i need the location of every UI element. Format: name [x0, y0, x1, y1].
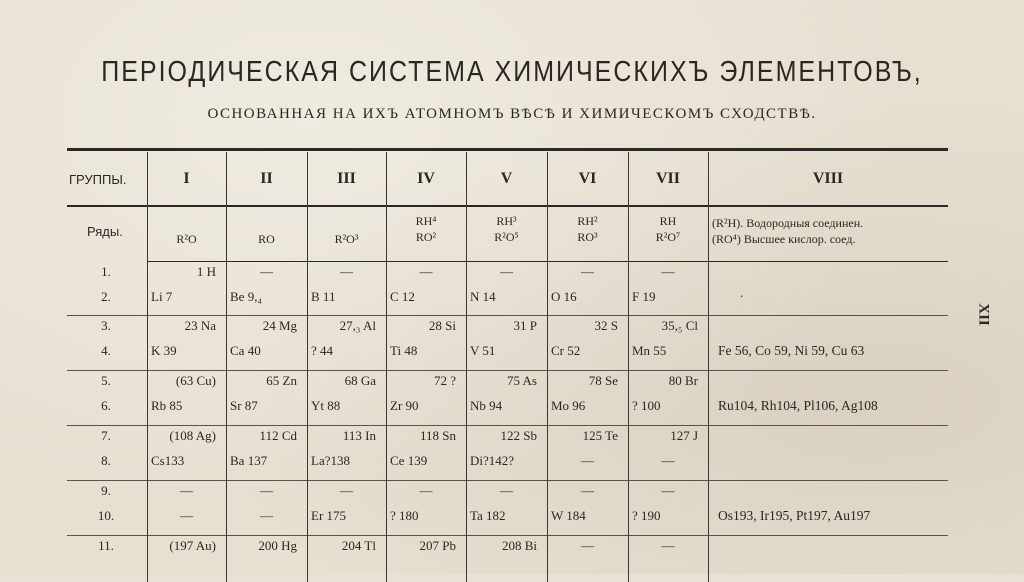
element-cell: Cs133 [151, 453, 185, 468]
element-cell: 1 H [196, 264, 216, 279]
element-cell: 118 Sn [420, 428, 456, 443]
element-cell: Ca 40 [230, 343, 261, 358]
row-pair-rule [67, 425, 948, 426]
element-cell: 28 Si [428, 318, 456, 333]
element-cell: — [661, 264, 675, 279]
element-cell: (108 Ag) [169, 428, 216, 443]
group-header-6: VI [578, 170, 597, 187]
element-cell: Mn 55 [632, 343, 667, 358]
element-cell: 32 S [594, 318, 618, 333]
top-rule [67, 148, 948, 151]
element-cell: 207 Pb [419, 538, 456, 553]
row-pair-rule [67, 480, 948, 481]
element-cell: — [661, 538, 675, 553]
groups-label: ГРУППЫ. [69, 172, 127, 187]
rows-label: Ряды. [87, 224, 123, 239]
element-cell: — [581, 538, 594, 553]
row-number: 2. [101, 289, 111, 304]
row-number: 10. [97, 508, 115, 523]
oxide-formula-3: R²O³ [334, 232, 359, 246]
group-viii-cell: . [740, 285, 744, 300]
element-cell: — [180, 508, 193, 523]
row-number: 8. [101, 453, 111, 468]
element-cell: 24 Mg [262, 318, 297, 333]
element-cell: Zr 90 [390, 398, 419, 413]
row-number: 1. [101, 264, 111, 279]
hydride-formula-viii: (R²H). Водородныя соединен. [712, 216, 864, 230]
element-cell: Ta 182 [470, 508, 506, 523]
element-cell: 68 Ga [344, 373, 376, 388]
element-cell: ? 190 [632, 508, 661, 523]
element-cell: ? 44 [311, 343, 334, 358]
row-number: 11. [98, 538, 114, 553]
element-cell: — [500, 264, 513, 279]
group-header-4: IV [417, 170, 435, 187]
row-number: 7. [101, 428, 111, 443]
element-cell: Di?142? [470, 453, 515, 468]
oxide-formula-4: RO² [415, 230, 437, 244]
element-cell: — [260, 483, 273, 498]
element-cell: La?138 [311, 453, 350, 468]
group-header-5: V [500, 170, 513, 187]
element-cell: 200 Hg [258, 538, 297, 553]
element-cell: 125 Te [582, 428, 618, 443]
element-cell: — [581, 483, 594, 498]
group-header-2: II [260, 170, 273, 187]
element-cell: — [180, 483, 193, 498]
row-number: 6. [101, 398, 111, 413]
element-cell: (63 Cu) [175, 373, 216, 388]
hydride-formula-6: RH² [577, 214, 598, 228]
element-cell: — [419, 264, 433, 279]
element-cell: — [260, 508, 273, 523]
element-cell: 122 Sb [500, 428, 537, 443]
element-cell: 112 Cd [259, 428, 297, 443]
element-cell: F 19 [632, 289, 656, 304]
element-cell: — [340, 264, 353, 279]
element-cell: 23 Na [184, 318, 216, 333]
row-number: 3. [101, 318, 111, 333]
element-cell: 72 ? [433, 373, 456, 388]
group-viii-cell: Os193, Ir195, Pt197, Au197 [718, 508, 871, 523]
element-cell: ? 100 [632, 398, 661, 413]
element-cell: Nb 94 [470, 398, 503, 413]
row-number: 5. [101, 373, 111, 388]
element-cell: Be 9,₄ [230, 289, 262, 304]
element-cell: W 184 [551, 508, 586, 523]
page-title: ПЕРІОДИЧЕСКАЯ СИСТЕМА ХИМИЧЕСКИХЪ ЭЛЕМЕНТОВЪ, [101, 55, 923, 89]
element-cell: B 11 [311, 289, 336, 304]
element-cell: Yt 88 [311, 398, 341, 413]
oxide-formula-6: RO³ [577, 230, 598, 244]
element-cell: — [581, 264, 594, 279]
element-cell: Cr 52 [551, 343, 581, 358]
row-pair-rule [67, 315, 948, 316]
element-cell: Mo 96 [551, 398, 586, 413]
periodic-table [67, 148, 948, 578]
element-cell: V 51 [470, 343, 496, 358]
element-cell: 80 Br [668, 373, 698, 388]
page-subtitle: ОСНОВАННАЯ НА ИХЪ АТОМНОМЪ ВѢСѢ И ХИМИЧЕСКОМЪ СХОДСТВѢ. [207, 106, 817, 122]
row-pair-rule [67, 370, 948, 371]
element-cell: Ba 137 [230, 453, 268, 468]
element-cell: — [581, 453, 594, 468]
element-cell: — [260, 264, 273, 279]
group-header-1: I [183, 170, 190, 187]
column-divider [708, 152, 709, 582]
hydride-formula-5: RH³ [496, 214, 517, 228]
element-cell: (197 Au) [169, 538, 216, 553]
row-number: 4. [101, 343, 111, 358]
element-cell: 75 As [507, 373, 537, 388]
element-cell: — [419, 483, 433, 498]
page-side-mark: XII [975, 303, 992, 326]
oxide-formula-7: R²O⁷ [655, 230, 681, 244]
element-cell: ? 180 [390, 508, 419, 523]
element-cell: — [340, 483, 353, 498]
group-header-8: VIII [812, 170, 844, 187]
element-cell: 31 P [513, 318, 537, 333]
oxide-formula-1: R²O [176, 232, 197, 246]
element-cell: Ti 48 [390, 343, 418, 358]
element-cell: 127 J [670, 428, 698, 443]
element-cell: 65 Zn [266, 373, 297, 388]
oxide-formula-5: R²O⁵ [494, 230, 519, 244]
element-cell: O 16 [551, 289, 577, 304]
group-viii-cell: Ru104, Rh104, Pl106, Ag108 [718, 398, 878, 413]
element-cell: — [661, 483, 675, 498]
oxide-formula-2: RO [258, 232, 275, 246]
element-cell: — [661, 453, 675, 468]
element-cell: Rb 85 [151, 398, 183, 413]
element-cell: Li 7 [151, 289, 173, 304]
group-header-7: VII [655, 170, 680, 187]
row-number: 9. [101, 483, 111, 498]
row-pair-rule [67, 535, 948, 536]
element-cell: — [500, 483, 513, 498]
element-cell: 204 Tl [341, 538, 376, 553]
element-cell: K 39 [151, 343, 177, 358]
element-cell: 27,₃ Al [339, 318, 376, 333]
header-rule [67, 205, 948, 207]
element-cell: 78 Se [588, 373, 618, 388]
group-viii-cell: Fe 56, Co 59, Ni 59, Cu 63 [718, 343, 865, 358]
element-cell: C 12 [390, 289, 415, 304]
column-divider [307, 152, 308, 582]
group-header-3: III [337, 170, 356, 187]
element-cell: 208 Bi [501, 538, 537, 553]
element-cell: Er 175 [311, 508, 347, 523]
element-cell: Ce 139 [390, 453, 428, 468]
hydride-formula-7: RH [659, 214, 677, 228]
element-cell: 113 In [342, 428, 376, 443]
element-cell: 35,₅ Cl [661, 318, 698, 333]
element-cell: Sr 87 [230, 398, 258, 413]
hydride-formula-4: RH⁴ [415, 214, 437, 228]
element-cell: N 14 [470, 289, 496, 304]
oxide-formula-viii: (RO⁴) Высшее кислор. соед. [712, 232, 856, 246]
